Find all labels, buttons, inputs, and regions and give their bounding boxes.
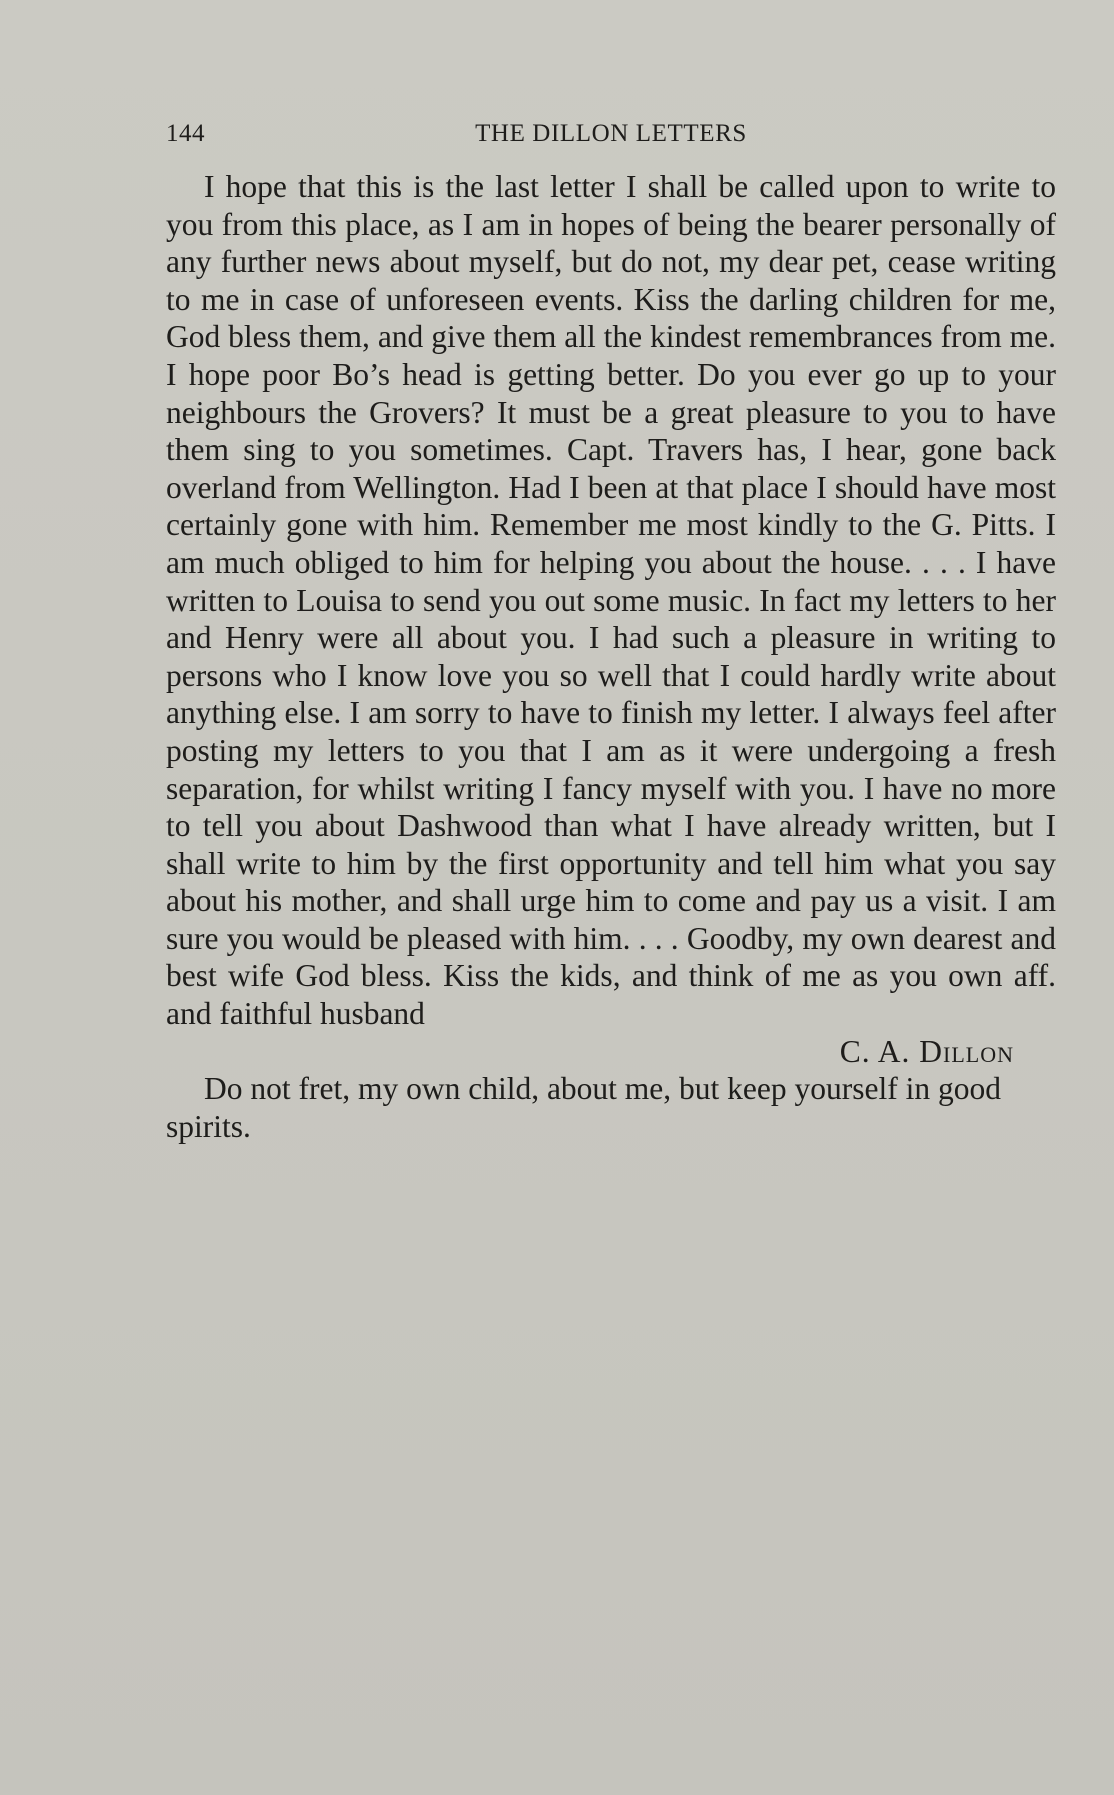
running-head: THE DILLON LETTERS [475, 120, 747, 147]
letter-body: I hope that this is the last letter I shall be called upon to write to you from this place, as I am in hopes of being the bearer personally of any further news about myself, but do not, my dear pet, cease writing to me in case of unforeseen events. Kiss the darling children for me, God bless them, and give them all the kindest remembrances from me. I hope poor Bo’s head is getting better. Do you ever go up to your neighbours the Grovers? It must be a great pleasure to you to have them sing to you sometimes. Capt. Travers has, I hear, gone back overland from Wellington. Had I been at that place I should have most certainly gone with him. Remember me most kindly to the G. Pitts. I am much obliged to him for helping you about the house. . . . I have written to Louisa to send you out some music. In fact my letters to her and Henry were all about you. I had such a pleasure in writing to persons who I know love you so well that I could hardly write about anything else. I am sorry to have to finish my letter. I always feel after posting my letters to you that I am as it were undergoing a fresh separation, for whilst writing I fancy myself with you. I have no more to tell you about Dashwood than what I have already written, but I shall write to him by the first opportunity and tell him what you say about his mother, and shall urge him to come and pay us a visit. I am sure you would be pleased with him. . . . Goodby, my own dearest and best wife God bless. Kiss the kids, and think of me as you own aff. and faithful husband [166, 169, 1056, 1032]
postscript: Do not fret, my own child, about me, but keep yourself in good spirits. [166, 1071, 1001, 1144]
signature [166, 1033, 1056, 1071]
letter-text [166, 168, 1056, 1145]
page-header [166, 120, 1056, 154]
signature-name: C. A. Dillon [839, 1033, 1014, 1069]
page-number: 144 [166, 120, 205, 147]
